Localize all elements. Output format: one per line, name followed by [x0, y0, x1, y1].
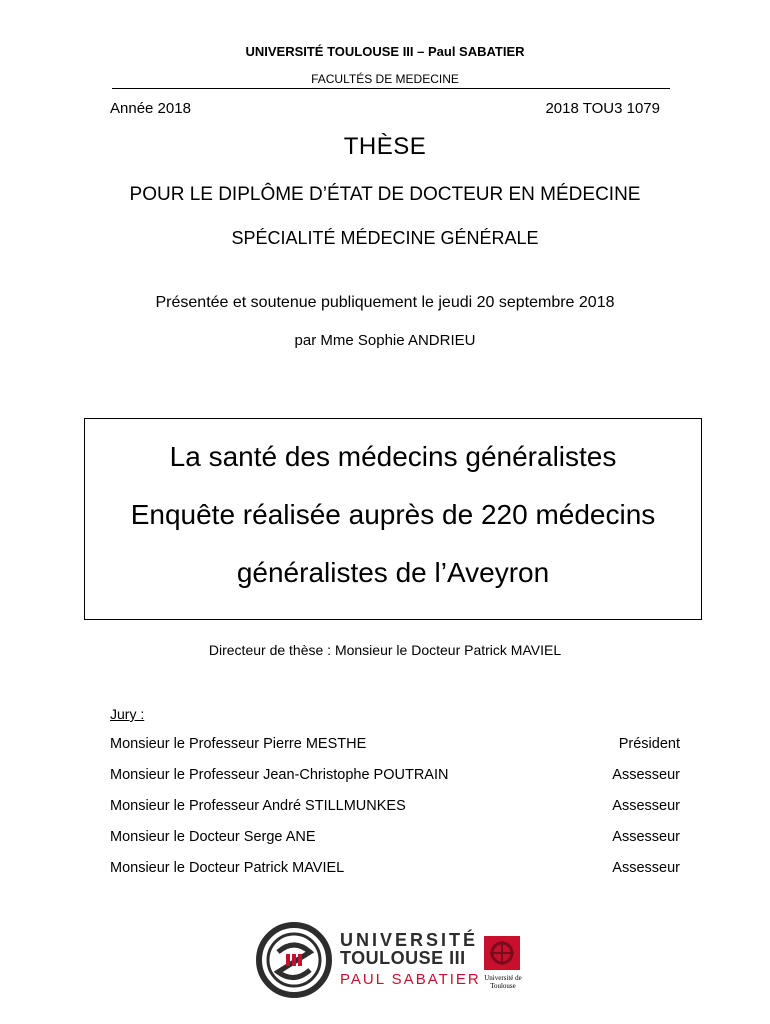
jury-member-name: Monsieur le Professeur Jean-Christophe POUTRAIN	[110, 767, 449, 783]
thesis-title-line-1: La santé des médecins généralistes	[169, 441, 617, 472]
logo-text-toulouse: TOULOUSE III	[340, 948, 466, 968]
thesis-title-line-3: généralistes de l’Aveyron	[236, 557, 550, 588]
presentation-date: Présentée et soutenue publiquement le jeudi 20 septembre 2018	[155, 294, 615, 311]
universite-de-toulouse-text: Université de Toulouse	[484, 974, 522, 990]
year-label: Année 2018	[110, 100, 191, 117]
jury-member-role: Assesseur	[612, 860, 680, 876]
jury-member-row	[110, 736, 680, 756]
jury-member-name: Monsieur le Docteur Serge ANE	[110, 829, 316, 845]
author-line: par Mme Sophie ANDRIEU	[294, 332, 476, 349]
thesis-director: Directeur de thèse : Monsieur le Docteur Patrick MAVIEL	[208, 642, 562, 658]
thesis-heading: THÈSE	[343, 133, 427, 160]
logo-text-universite: UNIVERSITÉ	[340, 930, 479, 950]
jury-member-role: Président	[618, 736, 680, 752]
jury-member-row	[110, 767, 680, 787]
jury-member-name: Monsieur le Docteur Patrick MAVIEL	[110, 860, 345, 876]
jury-member-role: Assesseur	[612, 767, 680, 783]
logo-text-paul-sabatier: PAUL SABATIER	[340, 971, 481, 988]
university-emblem-icon	[256, 922, 336, 998]
jury-member-role: Assesseur	[612, 829, 680, 845]
jury-member-name: Monsieur le Professeur André STILLMUNKES	[110, 798, 406, 814]
university-logo	[256, 922, 526, 998]
university-name: UNIVERSITÉ TOULOUSE III – Paul SABATIER	[245, 44, 525, 59]
thesis-title-box	[84, 418, 702, 620]
thesis-reference: 2018 TOU3 1079	[545, 100, 660, 117]
diploma-line: POUR LE DIPLÔME D’ÉTAT DE DOCTEUR EN MÉDECINE	[129, 184, 641, 205]
header-rule	[112, 88, 670, 89]
thesis-title-line-2: Enquête réalisée auprès de 220 médecins	[130, 499, 656, 530]
jury-member-row	[110, 798, 680, 818]
jury-member-row	[110, 860, 680, 880]
faculty-name: FACULTÉS DE MEDECINE	[311, 72, 459, 86]
jury-member-row	[110, 829, 680, 849]
universite-de-toulouse-icon	[484, 936, 520, 970]
jury-label: Jury :	[110, 706, 145, 722]
jury-member-name: Monsieur le Professeur Pierre MESTHE	[110, 736, 367, 752]
jury-member-role: Assesseur	[612, 798, 680, 814]
speciality-line: SPÉCIALITÉ MÉDECINE GÉNÉRALE	[231, 228, 539, 248]
